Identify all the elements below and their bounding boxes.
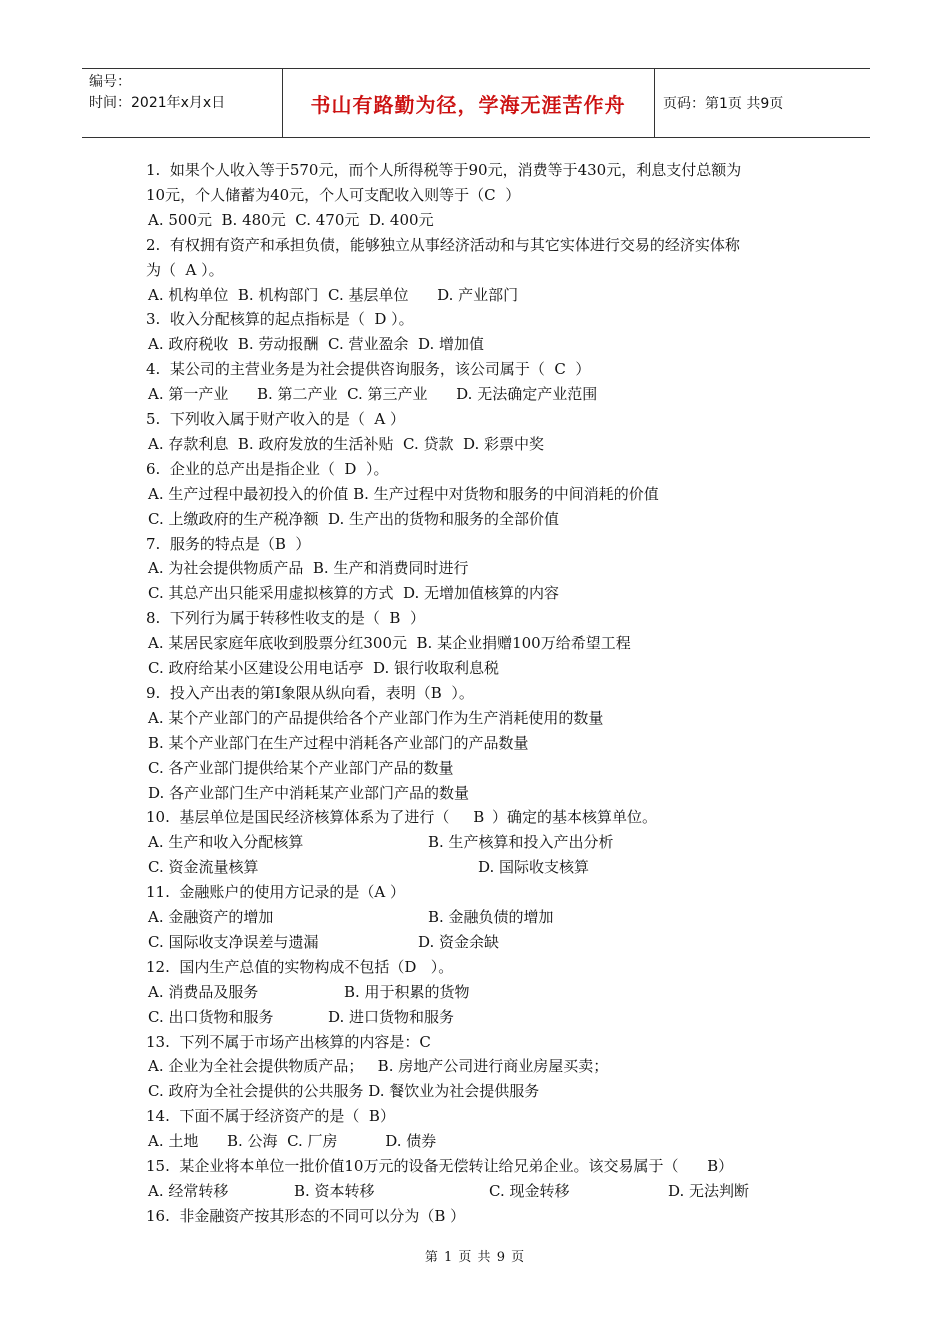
answer-options: D. 各产业部门生产中消耗某产业部门产品的数量 xyxy=(148,783,470,802)
option-item: D. 进口货物和服务 xyxy=(328,1007,455,1026)
answer-options: A. 某居民家庭年底收到股票分红300元 B. 某企业捐赠100万给希望工程 xyxy=(148,634,631,653)
question-text: 6. 企业的总产出是指企业（ D ）。 xyxy=(146,459,389,478)
question-text: 3. 收入分配核算的起点指标是（ D ）。 xyxy=(146,310,414,329)
option-item: ）确定的基本核算单位。 xyxy=(492,808,658,827)
question-text: 13. 下列不属于市场产出核算的内容是：C xyxy=(146,1032,431,1051)
option-item: B. 金融负债的增加 xyxy=(428,908,554,926)
option-item: D. 国际收支核算 xyxy=(478,858,590,877)
option-item: C. 出口货物和服务 xyxy=(148,1007,274,1026)
question-text: 1. 如果个人收入等于570元，而个人所得税等于90元，消费等于430元，利息支付总额为 xyxy=(146,161,742,179)
header-page-code: 页码：第1页 共9页 xyxy=(663,96,784,112)
option-item: B. 生产核算和投入产出分析 xyxy=(428,833,614,852)
question-text: 11. 金融账户的使用方记录的是（A ） xyxy=(146,883,405,902)
answer-options: A. 为社会提供物质产品 B. 生产和消费同时进行 xyxy=(148,559,469,578)
question-text: 10元，个人储蓄为40元，个人可支配收入则等于（C ） xyxy=(146,185,521,204)
question-text: 4. 某公司的主营业务是为社会提供咨询服务，该公司属于（ C ） xyxy=(146,360,591,379)
time-label: 时间：2021年x月x日 xyxy=(89,95,226,111)
option-item: A. 经常转移 xyxy=(148,1181,229,1200)
question-text: 8. 下列行为属于转移性收支的是（ B ） xyxy=(146,609,425,628)
option-item: A. 生产和收入分配核算 xyxy=(148,833,304,852)
header-divider xyxy=(654,69,655,137)
question-text: 7. 服务的特点是（B ） xyxy=(146,534,311,553)
answer-options: C. 各产业部门提供给某个产业部门产品的数量 xyxy=(148,758,454,777)
question-text: 9. 投入产出表的第Ⅰ象限从纵向看，表明（B ）。 xyxy=(146,683,474,702)
option-item: D. 无法判断 xyxy=(668,1181,750,1200)
answer-options: C. 上缴政府的生产税净额 D. 生产出的货物和服务的全部价值 xyxy=(148,509,560,528)
answer-options: A. 生产过程中最初投入的价值 B. 生产过程中对货物和服务的中间消耗的价值 xyxy=(148,484,659,503)
option-item: 10. 基层单位是国民经济核算体系为了进行（ B xyxy=(146,808,485,827)
answer-options: C. 其总产出只能采用虚拟核算的方式 D. 无增加值核算的内容 xyxy=(148,584,560,603)
question-text: 5. 下列收入属于财产收入的是（ A ） xyxy=(146,410,405,428)
answer-options: A. 机构单位 B. 机构部门 C. 基层单位 D. 产业部门 xyxy=(148,285,519,304)
option-item: A. 消费品及服务 xyxy=(148,982,259,1001)
question-text: 2. 有权拥有资产和承担负债，能够独立从事经济活动和与其它实体进行交易的经济实体称 xyxy=(146,235,740,254)
option-item: A. 金融资产的增加 xyxy=(148,908,274,926)
answer-options: A. 土地 B. 公海 C. 厂房 D. 债券 xyxy=(148,1132,437,1151)
option-item: B. 资本转移 xyxy=(294,1181,375,1200)
header-meta xyxy=(89,72,274,114)
option-item: D. 资金余缺 xyxy=(418,932,500,951)
question-text: 为（ A ）。 xyxy=(146,260,224,279)
option-item: C. 国际收支净误差与遗漏 xyxy=(148,932,319,951)
question-text: 16. 非金融资产按其形态的不同可以分为（B ） xyxy=(146,1206,466,1225)
option-item: C. 现金转移 xyxy=(489,1181,570,1200)
question-text: 15. 某企业将本单位一批价值10万元的设备无偿转让给兄弟企业。该交易属于（ B） xyxy=(146,1157,734,1175)
option-item: B. 用于积累的货物 xyxy=(344,982,470,1001)
answer-options: C. 政府为全社会提供的公共服务 D. 餐饮业为社会提供服务 xyxy=(148,1082,540,1101)
header-motto: 书山有路勤为径，学海无涯苦作舟 xyxy=(310,92,626,117)
answer-options: A. 第一产业 B. 第二产业 C. 第三产业 D. 无法确定产业范围 xyxy=(148,385,598,404)
answer-options: A. 政府税收 B. 劳动报酬 C. 营业盈余 D. 增加值 xyxy=(148,335,485,354)
answer-options: A. 企业为全社会提供物质产品； B. 房地产公司进行商业房屋买卖； xyxy=(148,1057,609,1076)
header-divider xyxy=(282,69,283,137)
answer-options: A. 存款利息 B. 政府发放的生活补贴 C. 贷款 D. 彩票中奖 xyxy=(148,434,545,453)
question-text: 12. 国内生产总值的实物构成不包括（D ）。 xyxy=(146,957,454,976)
answer-options: C. 政府给某小区建设公用电话亭 D. 银行收取利息税 xyxy=(148,659,500,677)
page-header xyxy=(82,68,870,138)
page-footer: 第 1 页 共 9 页 xyxy=(424,1250,526,1265)
question-text: 14. 下面不属于经济资产的是（ B） xyxy=(146,1107,395,1126)
answer-options: A. 500元 B. 480元 C. 470元 D. 400元 xyxy=(148,210,434,229)
option-item: C. 资金流量核算 xyxy=(148,858,259,877)
answer-options: B. 某个产业部门在生产过程中消耗各产业部门的产品数量 xyxy=(148,733,529,752)
answer-options: A. 某个产业部门的产品提供给各个产业部门作为生产消耗使用的数量 xyxy=(148,708,604,727)
code-label: 编号： xyxy=(89,74,131,90)
